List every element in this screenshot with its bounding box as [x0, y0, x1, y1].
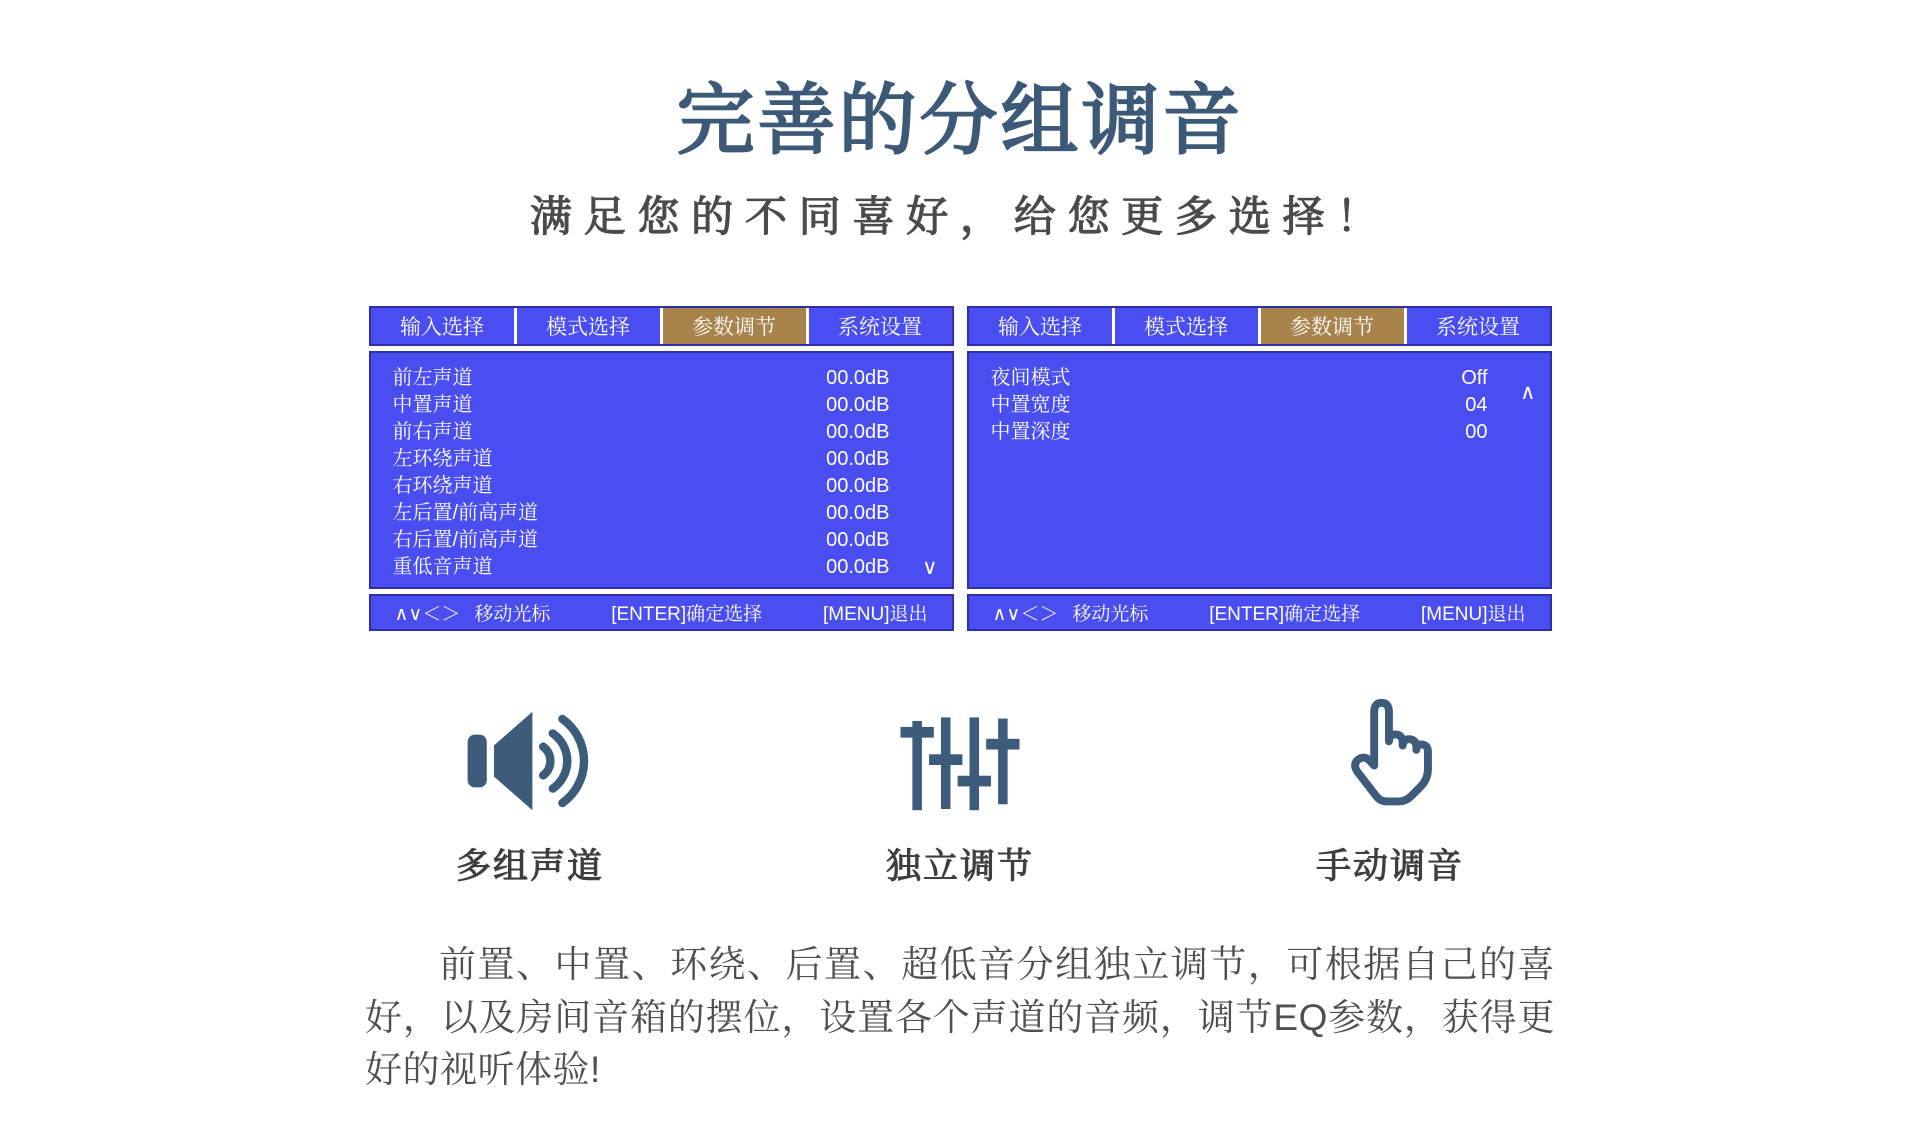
menu-row-value: 00.0dB [826, 367, 890, 389]
hint-move-group [395, 599, 551, 626]
menu-row-label: 前右声道 [392, 421, 473, 443]
hint-enter-label: [ENTER]确定选择 [611, 604, 763, 625]
menu-body-channel-levels [369, 351, 954, 589]
speaker-icon [463, 691, 597, 815]
menu-row-center-depth[interactable] [991, 419, 1528, 446]
hand-pointer-icon [1332, 691, 1448, 815]
osd-panels-row [0, 306, 1920, 631]
tab-mode-selection[interactable]: 模式选择 [1112, 308, 1258, 344]
menu-row-rear-right-height[interactable] [393, 527, 930, 554]
menu-hint-bar [369, 594, 954, 631]
tab-parameter-adjustment[interactable]: 参数调节 [1258, 308, 1404, 344]
menu-row-label: 左环绕声道 [392, 448, 493, 470]
osd-panel-center-settings [967, 306, 1552, 631]
menu-row-label: 重低音声道 [392, 556, 493, 578]
menu-row-subwoofer[interactable] [393, 554, 930, 581]
tab-parameter-adjustment[interactable]: 参数调节 [660, 308, 806, 344]
menu-row-front-left[interactable] [393, 365, 930, 392]
tab-system-settings[interactable]: 系统设置 [806, 308, 952, 344]
menu-row-value: 00 [1465, 421, 1488, 443]
page-title: 完善的分组调音 [676, 76, 1244, 164]
menu-row-label: 左后置/前高声道 [392, 502, 539, 524]
menu-row-center-width[interactable] [991, 392, 1528, 419]
menu-row-label: 中置深度 [990, 421, 1071, 443]
tab-input-selection[interactable]: 输入选择 [400, 316, 484, 339]
feature-label: 多组声道 [455, 847, 604, 886]
menu-tab-bar [369, 306, 954, 346]
menu-row-value: 00.0dB [826, 529, 890, 551]
tab-mode-selection[interactable]: 模式选择 [514, 308, 660, 344]
menu-row-value: 04 [1465, 394, 1488, 416]
menu-row-label: 右环绕声道 [392, 475, 493, 497]
tab-input-selection[interactable]: 输入选择 [998, 316, 1082, 339]
feature-row [0, 691, 1920, 889]
menu-row-label: 右后置/前高声道 [392, 529, 539, 551]
hint-move-keys: ∧∨＜＞ [992, 604, 1059, 625]
menu-tab-bar [967, 306, 1552, 346]
scroll-down-icon[interactable]: ∨ [922, 556, 938, 579]
menu-row-surround-right[interactable] [393, 473, 930, 500]
menu-row-center[interactable] [393, 392, 930, 419]
sliders-icon [900, 691, 1020, 815]
menu-row-front-right[interactable] [393, 419, 930, 446]
menu-row-surround-left[interactable] [393, 446, 930, 473]
menu-body-center-settings [967, 351, 1552, 589]
menu-row-label: 前左声道 [392, 367, 473, 389]
hint-enter-label: [ENTER]确定选择 [1209, 604, 1361, 625]
hint-menu-label: [MENU]退出 [822, 604, 928, 625]
menu-row-value: 00.0dB [826, 475, 890, 497]
menu-row-value: 00.0dB [826, 502, 890, 524]
page-subtitle: 满足您的不同喜好，给您更多选择！ [529, 193, 1391, 240]
feature-multi-channel [390, 691, 670, 889]
scroll-up-icon[interactable]: ∧ [1520, 381, 1536, 404]
description-paragraph: 前置、中置、环绕、后置、超低音分组独立调节，可根据自己的喜好，以及房间音箱的摆位，设置各个声道的音频，调节EQ参数，获得更好的视听体验! [365, 944, 1555, 1091]
hint-move-label: 移动光标 [474, 604, 551, 625]
menu-row-value: 00.0dB [826, 394, 890, 416]
menu-hint-bar [967, 594, 1552, 631]
menu-row-value: Off [1461, 367, 1488, 389]
hint-move-group [993, 599, 1149, 626]
menu-row-value: 00.0dB [826, 421, 890, 443]
hint-menu-label: [MENU]退出 [1420, 604, 1526, 625]
menu-row-value: 00.0dB [826, 556, 890, 578]
osd-panel-channel-levels [369, 306, 954, 631]
menu-row-label: 夜间模式 [990, 367, 1071, 389]
menu-row-label: 中置声道 [392, 394, 473, 416]
menu-row-label: 中置宽度 [990, 394, 1071, 416]
menu-row-rear-left-height[interactable] [393, 500, 930, 527]
hint-move-keys: ∧∨＜＞ [394, 604, 461, 625]
menu-row-night-mode[interactable] [991, 365, 1528, 392]
feature-label: 独立调节 [885, 847, 1034, 886]
hint-move-label: 移动光标 [1072, 604, 1149, 625]
feature-independent-adjust [820, 691, 1100, 889]
tab-system-settings[interactable]: 系统设置 [1404, 308, 1550, 344]
feature-label: 手动调音 [1315, 847, 1464, 886]
feature-manual-tuning [1250, 691, 1530, 889]
menu-row-value: 00.0dB [826, 448, 890, 470]
